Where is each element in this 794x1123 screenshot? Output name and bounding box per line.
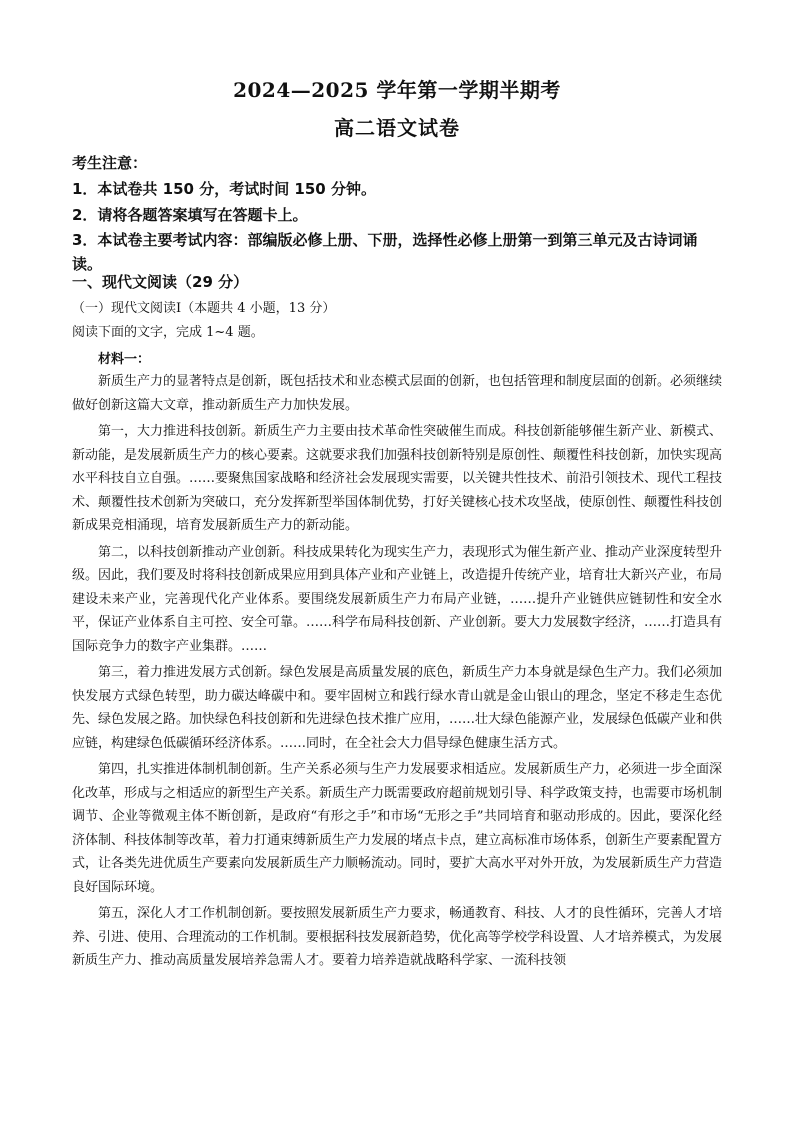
material-body: [72, 370, 722, 976]
exam-subtitle: 高二语文试卷: [334, 116, 460, 140]
note-item-1: 1．本试卷共 150 分，考试时间 150 分钟。: [72, 180, 376, 198]
exam-title: 2024—2025 学年第一学期半期考: [233, 78, 561, 102]
note-item-2: 2．请将各题答案填写在答题卡上。: [72, 206, 308, 224]
section-subheading: （一）现代文阅读Ⅰ（本题共 4 小题，13 分）: [72, 301, 336, 316]
paragraph: 第一，大力推进科技创新。新质生产力主要由技术革命性突破催生而成。科技创新能够催生新产业、新模式、新动能，是发展新质生产力的核心要素。这就要求我们加强科技创新特别是原创性、颠覆性科技创新，加快实现高水平科技自立自强。……要聚焦国家战略和经济社会发展现实需要，以关键共性技术、前沿引领技术、现代工程技术、颠覆性技术创新为突破口，充分发挥新型举国体制优势，打好关键核心技术攻坚战，使原创性、颠覆性科技创新成果竞相涌现，培育发展新质生产力的新动能。: [72, 424, 723, 533]
candidate-notes: [72, 150, 722, 276]
notes-heading: 考生注意：: [72, 154, 148, 172]
note-item-3: 3．本试卷主要考试内容：部编版必修上册、下册，选择性必修上册第一到第三单元及古诗词诵读。: [72, 231, 698, 273]
paragraph: 第三，着力推进发展方式创新。绿色发展是高质量发展的底色，新质生产力本身就是绿色生产力。我们必须加快发展方式绿色转型，助力碳达峰碳中和。要牢固树立和践行绿水青山就是金山银山的理念，坚定不移走生态优先、绿色发展之路。加快绿色科技创新和先进绿色技术推广应用，……壮大绿色能源产业，发展绿色低碳产业和供应链，构建绿色低碳循环经济体系。……同时，在全社会大力倡导绿色健康生活方式。: [72, 665, 723, 751]
paragraph: 新质生产力的显著特点是创新，既包括技术和业态模式层面的创新，也包括管理和制度层面的创新。必须继续做好创新这篇大文章，推动新质生产力加快发展。: [72, 374, 723, 413]
material-label: 材料一：: [98, 352, 151, 367]
reading-instruction: 阅读下面的文字，完成 1~4 题。: [72, 325, 264, 340]
section-heading: 一、现代文阅读（29 分）: [72, 273, 249, 291]
paragraph: 第五，深化人才工作机制创新。要按照发展新质生产力要求，畅通教育、科技、人才的良性循环，完善人才培养、引进、使用、合理流动的工作机制。要根据科技发展新趋势，优化高等学校学科设置、人才培养模式，为发展新质生产力、推动高质量发展培养急需人才。要着力培养造就战略科学家、一流科技领: [72, 906, 723, 968]
paragraph: 第四，扎实推进体制机制创新。生产关系必须与生产力发展要求相适应。发展新质生产力，必须进一步全面深化改革，形成与之相适应的新型生产关系。新质生产力既需要政府超前规划引导、科学政策支持，也需要市场机制调节、企业等微观主体不断创新，是政府“有形之手”和市场“无形之手”共同培育和驱动形成的。因此，要深化经济体制、科技体制等改革，着力打通束缚新质生产力发展的堵点卡点，建立高标准市场体系，创新生产要素配置方式，让各类先进优质生产要素向发展新质生产力顺畅流动。同时，要扩大高水平对外开放，为发展新质生产力营造良好国际环境。: [72, 762, 723, 895]
paragraph: 第二，以科技创新推动产业创新。科技成果转化为现实生产力，表现形式为催生新产业、推动产业深度转型升级。因此，我们要及时将科技创新成果应用到具体产业和产业链上，改造提升传统产业，培育壮大新兴产业，布局建设未来产业，完善现代化产业体系。要围绕发展新质生产力布局产业链，……提升产业链供应链韧性和安全水平，保证产业体系自主可控、安全可靠。……科学布局科技创新、产业创新。要大力发展数字经济，……打造具有国际竞争力的数字产业集群。……: [72, 544, 723, 654]
